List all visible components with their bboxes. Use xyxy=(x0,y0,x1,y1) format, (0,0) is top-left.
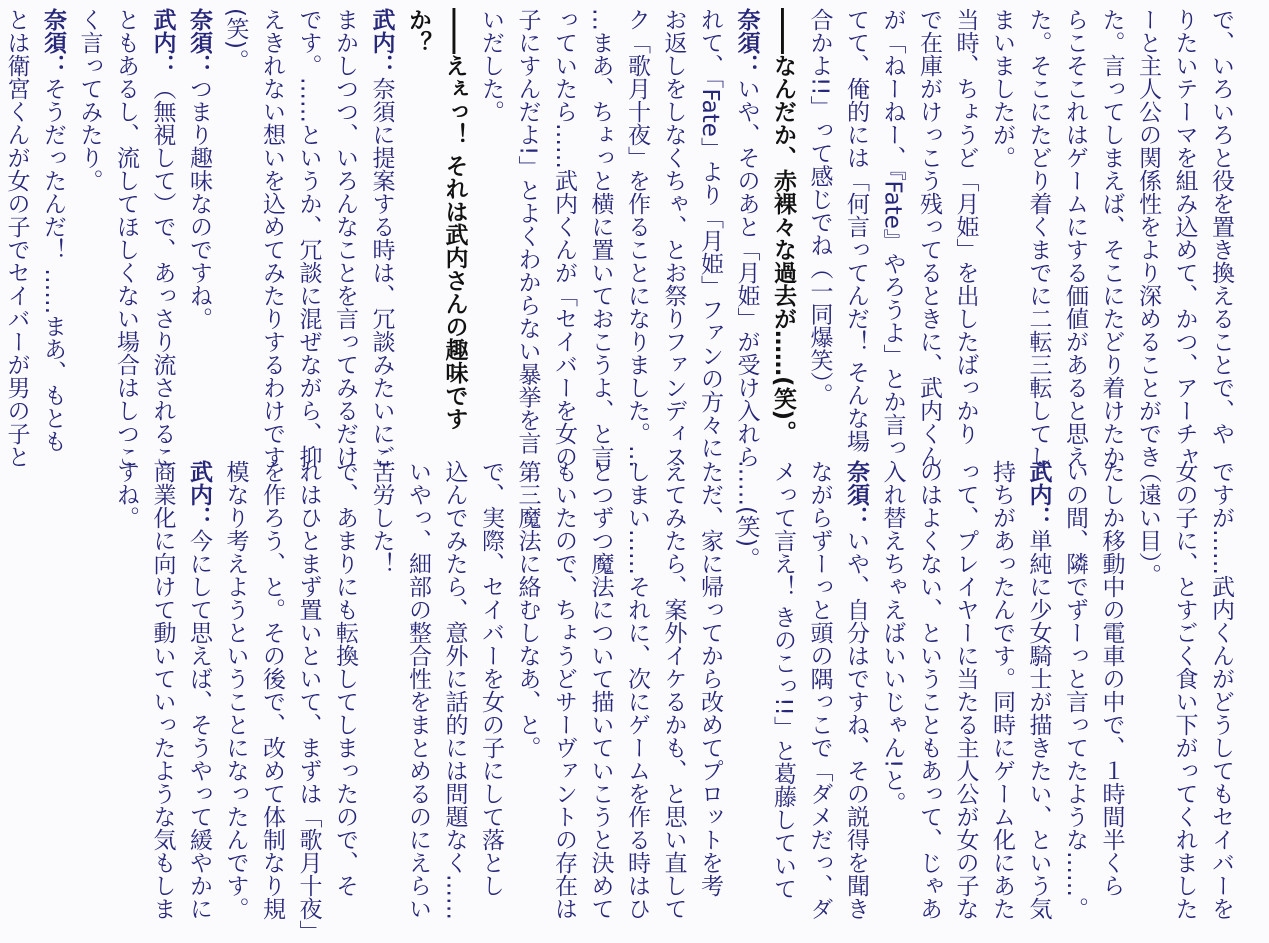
text-column: ながらずーっと頭の隅っこで「ダメだっ、ダ xyxy=(806,460,833,920)
text-column xyxy=(181,460,218,920)
text-column xyxy=(144,8,181,468)
text-column: ともあるし、流してほしくない場合はしつこ xyxy=(113,8,139,468)
question-text: ――なんだか、赤裸々な過去が……(笑)。 xyxy=(770,8,796,444)
text-column: ……(笑)。 xyxy=(733,460,760,570)
text-column: です。……というか、冗談に混ぜながら、抑 xyxy=(295,8,322,468)
text-column: ですが……武内くんがどうしてもセイバーを xyxy=(1208,460,1234,920)
text-column: …まあ、ちょっと横に置いておこうよ、と言 xyxy=(587,8,614,468)
text-column: (笑)。 xyxy=(222,8,249,72)
text-column: いやっ、細部の整合性をまとめるのにえらい xyxy=(405,460,431,920)
text-column: ただ、家に帰ってから改めてプロットを考 xyxy=(697,460,723,897)
speech-text: 今にして思えば、そうやって緩やかに xyxy=(186,529,212,920)
text-column: えきれない想いを込めてみたりするわけです xyxy=(259,8,285,468)
text-column: いだした。 xyxy=(478,8,504,123)
speech-text: つまり趣味なのですね。 xyxy=(186,77,212,330)
text-column xyxy=(363,8,400,468)
text-column xyxy=(728,8,765,468)
text-column: 模なり考えようということになったんです。 xyxy=(222,460,249,920)
text-column: ーと主人公の関係性をより深めることができ xyxy=(1135,8,1161,468)
upper-text-block xyxy=(0,8,1239,468)
text-column: が「ねーねー、『Fate』やろうよ」とか言っ xyxy=(879,8,906,459)
text-column: で、あまりにも転換してしまったので、そ xyxy=(332,460,358,897)
text-column: た。そこにたどり着くまでに二転三転してし xyxy=(1025,8,1052,468)
text-column xyxy=(181,8,218,428)
lower-text-block xyxy=(108,460,1240,943)
speech-text: いや、自分はですね、その説得を聞き xyxy=(843,529,869,920)
text-column: えてみたら、案外イケるかも、と思い直して xyxy=(660,460,687,920)
text-column: 当時、ちょうど「月姫」を出したばっかり xyxy=(952,8,979,445)
text-column: た。言ってしまえば、そこにたどり着けたか xyxy=(1098,8,1125,468)
speaker-label: 奈須： xyxy=(733,8,760,77)
text-column: 入れ替えちゃえばいいじゃん!と。 xyxy=(879,460,906,815)
text-column xyxy=(1020,460,1057,920)
text-column: てて、俺的には「何言ってんだ！ そんな場 xyxy=(843,8,869,453)
text-column: って、プレイヤーに当たる主人公が女の子な xyxy=(952,460,979,920)
text-column: で、実際、セイバーを女の子にして落とし xyxy=(478,460,504,897)
speaker-label: 奈須： xyxy=(843,460,869,529)
speech-text: 単純に少女騎士が描きたい、という気 xyxy=(1025,529,1052,920)
speaker-label: 武内： xyxy=(186,460,212,529)
speaker-label: 武内： xyxy=(1025,460,1052,529)
interviewer-question xyxy=(400,8,437,428)
text-column: 苦労した！ xyxy=(368,460,395,575)
text-column: で在庫がけっこう残ってるときに、武内くん xyxy=(916,8,942,468)
text-column: れはひとまず置いといて、まずは「歌月十夜」 xyxy=(295,460,322,943)
speaker-label: 奈須： xyxy=(186,8,212,77)
text-column: お返しをしなくちゃ、とお祭りファンディス xyxy=(660,8,687,468)
text-column: を作ろう、と。その後で、改めて体制なり規 xyxy=(259,460,285,920)
text-column: もいたので、ちょうどサーヴァントの存在は xyxy=(551,460,577,920)
text-column: 子にすんだよ!」とよくわからない暴挙を言 xyxy=(514,8,541,455)
speaker-label: 武内： xyxy=(368,8,395,77)
text-column: たしか移動中の電車の中で、１時間半くら xyxy=(1098,460,1125,897)
speech-text: いや、そのあと「月姫」が受け入れら xyxy=(733,77,760,468)
text-column: 第三魔法に絡むしなあ、と。 xyxy=(514,460,541,759)
text-column: いの間、隣でずーっと言ってたような……。 xyxy=(1062,460,1088,920)
text-column: まいましたが。 xyxy=(989,8,1015,169)
speaker-label: 武内： xyxy=(149,8,176,77)
text-column: メって言え！ きのこっ!!」と葛藤していて xyxy=(770,460,796,900)
text-column: 込んでみたら、意外に話的には問題なく…… xyxy=(441,460,468,920)
text-column: しまい……それに、次にゲームを作る時はひ xyxy=(624,460,650,920)
interviewer-question xyxy=(765,8,802,444)
text-column: のはよくない、ということもあって、じゃあ xyxy=(916,460,942,920)
text-column: 合かよ!!」って感じでね（一同爆笑）。 xyxy=(806,8,833,406)
question-text: か？ xyxy=(405,8,431,54)
speaker-label: 奈須： xyxy=(40,8,66,77)
text-column: （遠い目）。 xyxy=(1135,460,1161,587)
text-column: とつずつ魔法について描いていこうと決めて xyxy=(587,460,614,920)
text-column: っていたら……武内くんが「セイバーを女の xyxy=(551,8,577,468)
text-column xyxy=(838,460,875,920)
text-column: 持ちがあったんです。同時にゲーム化にあた xyxy=(989,460,1015,920)
speech-text: 奈須に提案する時は、冗談みたいにご xyxy=(368,77,395,468)
interviewer-question xyxy=(436,8,473,431)
text-column: とは衛宮くんが女の子でセイバーが男の子と xyxy=(3,8,30,468)
question-text: ――えぇっ！ それは武内さんの趣味です xyxy=(441,8,468,431)
text-column: で、いろいろと役を置き換えることで、や xyxy=(1208,8,1234,445)
text-column: すね。 xyxy=(113,460,139,529)
speech-text: （無視して）で、あっさり流されるこ xyxy=(149,77,176,468)
text-column: 女の子に、とすごく食い下がってくれました xyxy=(1171,460,1198,920)
speech-text: そうだったんだ！ ……まあ、もとも xyxy=(40,77,66,453)
text-column: りたいテーマを組み込めて、かつ、アーチャ xyxy=(1171,8,1198,468)
text-column: く言ってみたり。 xyxy=(76,8,103,192)
text-column: ク「歌月十夜」を作ることになりました。… xyxy=(624,8,650,468)
text-column: 商業化に向けて動いていったような気もしま xyxy=(149,460,176,920)
text-column: らこそこれはゲームにする価値があると思え xyxy=(1062,8,1088,468)
text-column: れて、「Fate」より「月姫」ファンの方々に xyxy=(697,8,723,459)
text-column: まかしつつ、いろんなことを言ってみるだけ xyxy=(332,8,358,468)
text-column xyxy=(35,8,72,453)
